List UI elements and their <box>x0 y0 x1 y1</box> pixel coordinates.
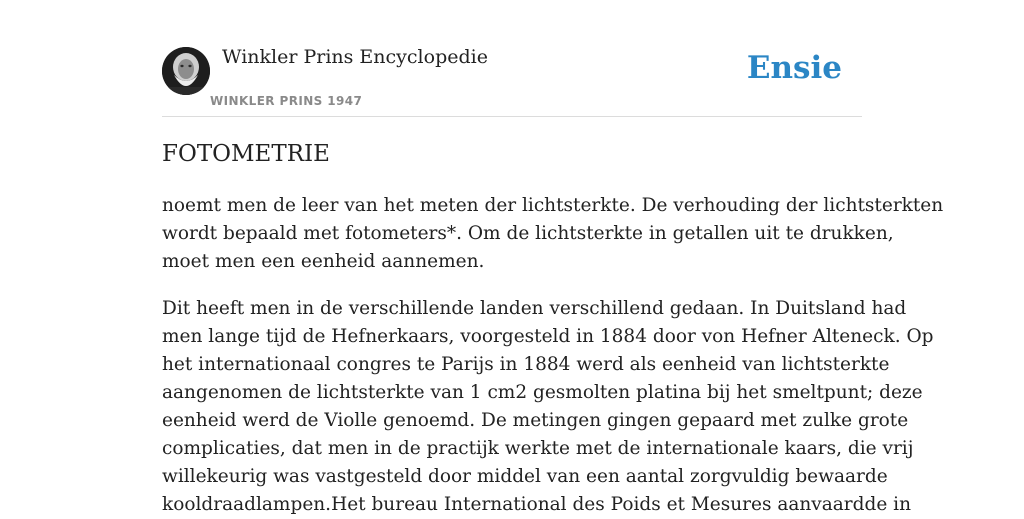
article-paragraph <box>162 192 944 276</box>
header <box>162 0 862 117</box>
portrait-image <box>162 47 210 95</box>
source-subtitle[interactable]: WINKLER PRINS 1947 <box>210 94 363 108</box>
page <box>162 0 944 515</box>
text-line: wordt bepaald met fotometers*. Om de lichtsterkte in getallen uit te drukken, <box>162 223 894 244</box>
text-line: eenheid werd de Violle genoemd. De metingen gingen gepaard met zulke grote <box>162 410 909 431</box>
text-line: men lange tijd de Hefnerkaars, voorgesteld in 1884 door von Hefner Alteneck. Op <box>162 326 934 347</box>
text-line: noemt men de leer van het meten der lichtsterkte. De verhouding der lichtsterkten <box>162 195 944 216</box>
text-line: aangenomen de lichtsterkte van 1 cm2 gesmolten platina bij het smeltpunt; deze <box>162 382 923 403</box>
article-title: FOTOMETRIE <box>162 141 330 167</box>
text-line: willekeurig was vastgesteld door middel van een aantal zorgvuldig bewaarde <box>162 466 888 487</box>
source-title[interactable]: Winkler Prins Encyclopedie <box>222 46 488 68</box>
text-line: kooldraadlampen.Het bureau International des Poids et Mesures aanvaardde in <box>162 494 911 515</box>
brand-logo[interactable]: Ensie <box>746 50 842 86</box>
text-line: moet men een eenheid aannemen. <box>162 251 485 272</box>
article-paragraph <box>162 295 934 519</box>
text-line: complicaties, dat men in de practijk werkte met de internationale kaars, die vrij <box>162 438 914 459</box>
text-line: Dit heeft men in de verschillende landen verschillend gedaan. In Duitsland had <box>162 298 907 319</box>
text-line: het internationaal congres te Parijs in 1884 werd als eenheid van lichtsterkte <box>162 354 890 375</box>
author-avatar[interactable] <box>162 47 210 95</box>
